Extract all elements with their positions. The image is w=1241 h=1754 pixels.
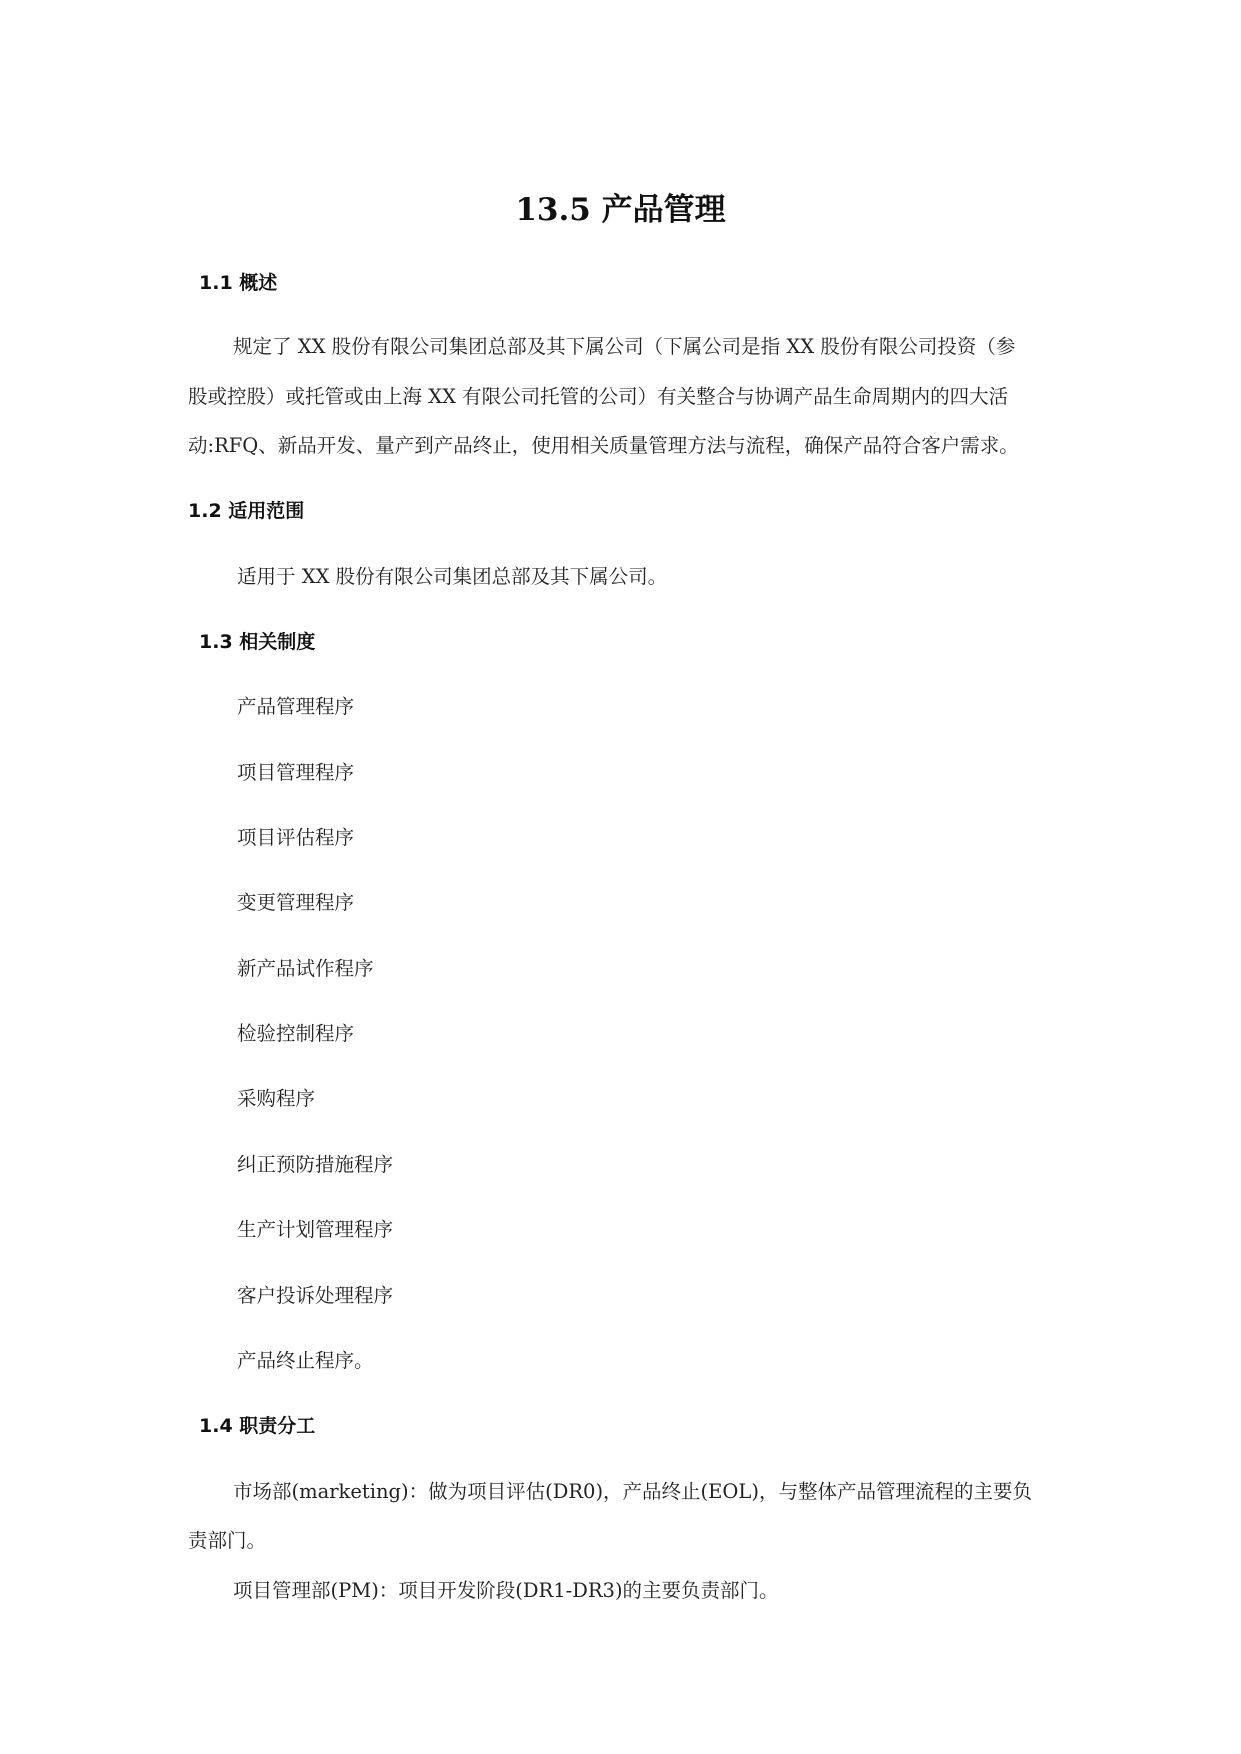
overview-paragraph-line-2: 股或控股）或托管或由上海 XX 有限公司托管的公司）有关整合与协调产品生命周期内的四大活 — [188, 385, 1009, 408]
overview-paragraph-line-1: 规定了 XX 股份有限公司集团总部及其下属公司（下属公司是指 XX 股份有限公司投资（参 — [233, 335, 1016, 358]
list-item: 变更管理程序 — [237, 891, 355, 914]
duties-marketing-line-2: 责部门。 — [188, 1529, 267, 1552]
duties-marketing-line-1: 市场部(marketing)：做为项目评估(DR0)，产品终止(EOL)，与整体产品管理流程的主要负 — [233, 1480, 1032, 1503]
scope-paragraph: 适用于 XX 股份有限公司集团总部及其下属公司。 — [237, 565, 668, 588]
list-item: 纠正预防措施程序 — [237, 1153, 394, 1176]
list-item: 生产计划管理程序 — [237, 1218, 394, 1241]
document-title: 13.5 产品管理 — [515, 192, 726, 228]
section-heading-overview: 1.1 概述 — [199, 272, 278, 294]
overview-paragraph-line-3: 动:RFQ、新品开发、量产到产品终止，使用相关质量管理方法与流程，确保产品符合客户需求。 — [188, 434, 1019, 457]
list-item: 检验控制程序 — [237, 1022, 355, 1045]
list-item: 产品终止程序。 — [237, 1349, 374, 1372]
section-heading-related: 1.3 相关制度 — [199, 631, 316, 653]
list-item: 采购程序 — [237, 1087, 316, 1110]
list-item: 新产品试作程序 — [237, 957, 374, 980]
section-heading-duties: 1.4 职责分工 — [199, 1415, 316, 1437]
list-item: 项目管理程序 — [237, 761, 355, 784]
duties-pm-line: 项目管理部(PM)：项目开发阶段(DR1-DR3)的主要负责部门。 — [233, 1579, 779, 1602]
section-heading-scope: 1.2 适用范围 — [188, 500, 305, 522]
list-item: 项目评估程序 — [237, 826, 355, 849]
list-item: 产品管理程序 — [237, 695, 355, 718]
list-item: 客户投诉处理程序 — [237, 1284, 394, 1307]
